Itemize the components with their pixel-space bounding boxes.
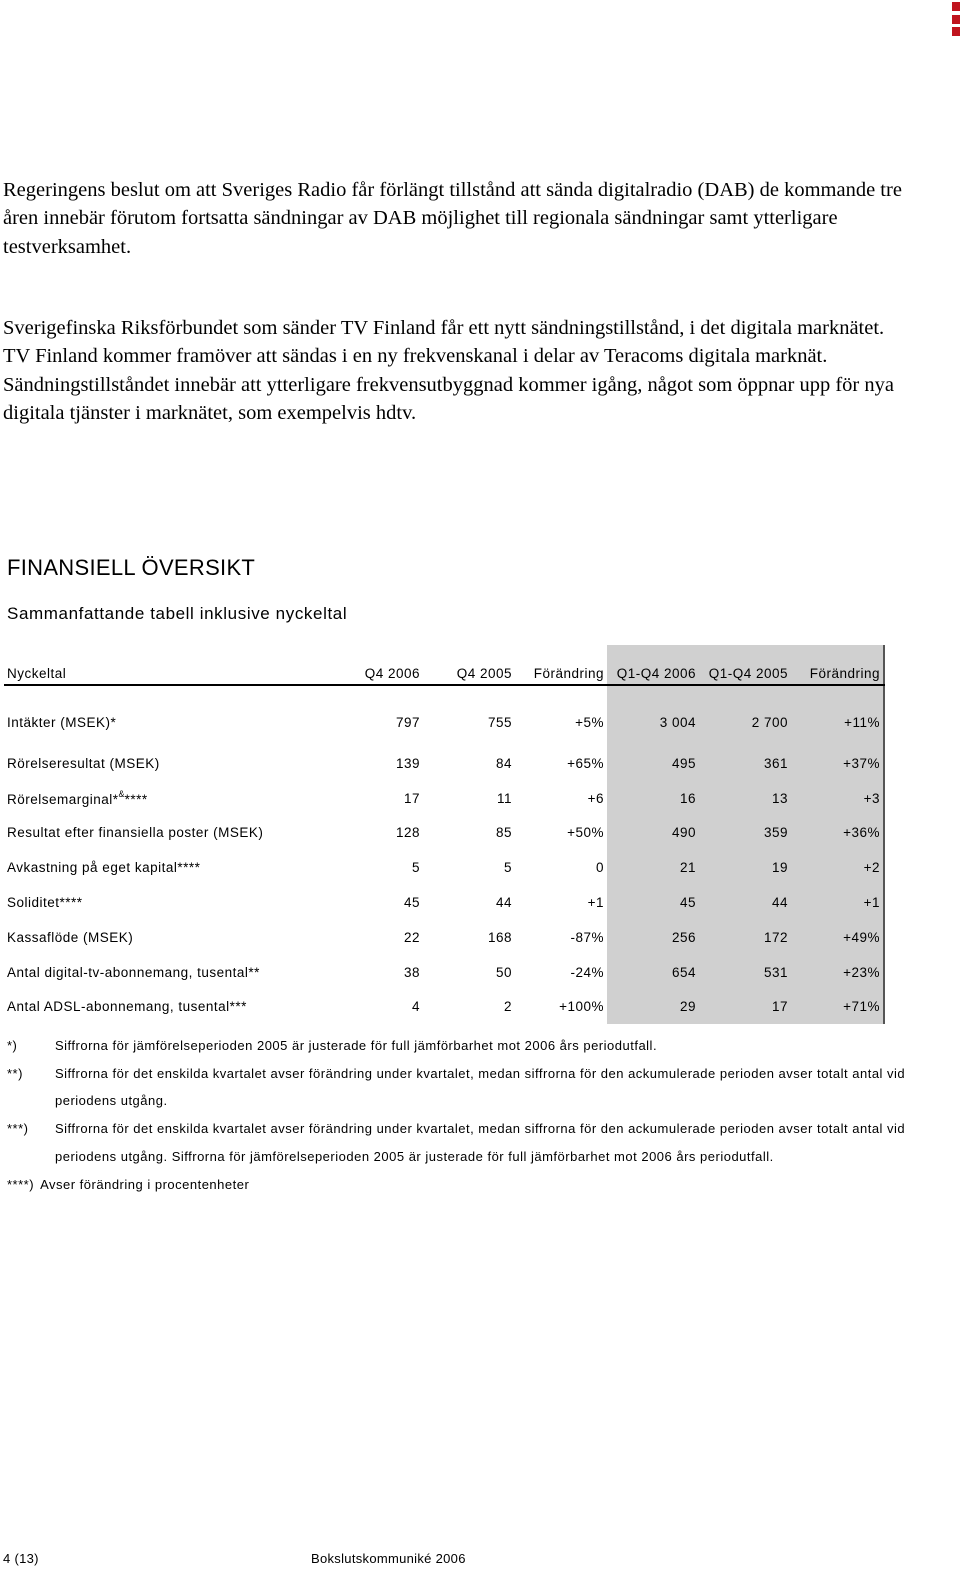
cell-value: 797 xyxy=(395,714,420,730)
cell-value: 755 xyxy=(487,714,512,730)
cell-value: 2 700 xyxy=(699,685,791,746)
cell-value: +1 xyxy=(791,885,884,920)
cell-value: +3 xyxy=(791,781,884,816)
cell-value: 38 xyxy=(403,964,420,980)
cell-value: 361 xyxy=(699,746,791,781)
cell-value: 17 xyxy=(403,790,420,806)
cell-value: 11 xyxy=(496,790,512,806)
table-row xyxy=(4,746,884,781)
cell-value: +100% xyxy=(559,999,604,1015)
cell-value: +23% xyxy=(791,955,884,990)
cell-value: 44 xyxy=(699,885,791,920)
cell-value: 5 xyxy=(503,860,512,876)
footnote-text: Siffrorna för det enskilda kvartalet avser förändring under kvartalet, medan siffrorna för den ackumulerade perioden avser totalt antal vid periodens utgång. xyxy=(55,1065,906,1109)
summary-table xyxy=(4,645,885,1024)
header-q1-q4-2005: Q1-Q4 2005 xyxy=(699,645,791,685)
cell-value: 172 xyxy=(699,920,791,955)
row-label: Antal ADSL-abonnemang, tusental*** xyxy=(7,999,247,1015)
cell-value: 45 xyxy=(607,885,699,920)
footnote xyxy=(7,1032,907,1060)
header-change-year: Förändring xyxy=(791,645,884,685)
row-label xyxy=(4,781,355,816)
cell-value: +36% xyxy=(791,816,884,851)
footnote-text: Avser förändring i procentenheter xyxy=(40,1176,250,1192)
row-label: Avkastning på eget kapital**** xyxy=(7,860,201,876)
cell-value: 2 xyxy=(503,999,512,1015)
cell-value: 128 xyxy=(395,825,420,841)
cell-value: 654 xyxy=(607,955,699,990)
row-label: Intäkter (MSEK)* xyxy=(7,714,117,730)
cell-value: +37% xyxy=(791,746,884,781)
cell-value: 490 xyxy=(607,816,699,851)
cell-value: +5% xyxy=(575,714,604,730)
cell-value: +71% xyxy=(791,990,884,1025)
table-row xyxy=(4,850,884,885)
row-label: Resultat efter finansiella poster (MSEK) xyxy=(7,825,264,841)
table-row xyxy=(4,990,884,1025)
footnote-mark: ****) xyxy=(7,1176,35,1192)
cell-value: 16 xyxy=(607,781,699,816)
page-number: 4 (13) xyxy=(3,1551,39,1566)
table-title: Sammanfattande tabell inklusive nyckeltal xyxy=(7,604,348,623)
cell-value: 44 xyxy=(495,895,512,911)
footnote-mark: *) xyxy=(7,1038,18,1053)
table-row xyxy=(4,816,884,851)
cell-value: 50 xyxy=(495,964,512,980)
footnote xyxy=(7,1060,907,1115)
row-label-text: Rörelsemarginal* xyxy=(7,792,119,808)
table-row xyxy=(4,920,884,955)
footnote xyxy=(7,1171,907,1199)
header-q4-2005: Q4 2005 xyxy=(423,645,515,685)
row-label-suffix: **** xyxy=(124,792,148,808)
header-nyckeltal: Nyckeltal xyxy=(4,645,355,685)
row-label: Soliditet**** xyxy=(7,895,83,911)
cell-value: 139 xyxy=(395,755,420,771)
header-q4-2006: Q4 2006 xyxy=(355,645,423,685)
superscript-symbol: & xyxy=(118,789,125,800)
cell-value: +11% xyxy=(791,685,884,746)
row-label: Rörelseresultat (MSEK) xyxy=(7,755,160,771)
cell-value: 531 xyxy=(699,955,791,990)
cell-value: 45 xyxy=(403,895,420,911)
cell-value: +6 xyxy=(587,790,604,806)
cell-value: 21 xyxy=(607,850,699,885)
footnote-mark: **) xyxy=(7,1065,23,1081)
cell-value: 84 xyxy=(495,755,512,771)
table-row xyxy=(4,955,884,990)
row-label: Kassaflöde (MSEK) xyxy=(7,929,134,945)
footnote-text: Siffrorna för jämförelseperioden 2005 är justerade för full jämförbarhet mot 2006 års periodutfall. xyxy=(55,1038,658,1053)
cell-value: 3 004 xyxy=(607,685,699,746)
cell-value: 495 xyxy=(607,746,699,781)
cell-value: +50% xyxy=(567,825,604,841)
paragraph-dab: Regeringens beslut om att Sveriges Radio får förlängt tillstånd att sända digitalradio (DAB) de kommande tre åren innebär förutom fortsatta sändningar av DAB möjlighet till regionala sändningar samt ytterligare testverksamhet. xyxy=(3,179,902,258)
cell-value: 22 xyxy=(403,929,420,945)
cell-value: +2 xyxy=(791,850,884,885)
cell-value: 0 xyxy=(595,860,604,876)
footnote-mark: ***) xyxy=(7,1121,29,1137)
footnote xyxy=(7,1115,907,1170)
cell-value: 85 xyxy=(495,825,512,841)
table-row xyxy=(4,685,884,746)
cell-value: 29 xyxy=(607,990,699,1025)
table-row xyxy=(4,781,884,816)
footnote-text: Siffrorna för det enskilda kvartalet avser förändring under kvartalet, medan siffrorna för den ackumulerade perioden avser totalt antal vid periodens utgång. Siffrorna för jämförelseperioden 2005 är justerade för full jämförbarhet mot 2006 års periodutfall. xyxy=(55,1121,906,1164)
header-change-quarter: Förändring xyxy=(515,645,607,685)
cell-value: 359 xyxy=(699,816,791,851)
cell-value: +49% xyxy=(791,920,884,955)
section-title: FINANSIELL ÖVERSIKT xyxy=(7,555,256,580)
cell-value: -87% xyxy=(570,929,604,945)
header-q1-q4-2006: Q1-Q4 2006 xyxy=(607,645,699,685)
paragraph-tv-finland: Sverigefinska Riksförbundet som sänder TV Finland får ett nytt sändningstillstånd, i det digitala marknätet. TV Finland kommer framöver att sändas i en ny frekvenskanal i delar av Teracoms digitala marknät. Sändningstillståndet innebär att ytterligare frekvensutbyggnad kommer igång, något som öppnar upp för nya digitala tjänster i marknätet, som exempelvis hdtv. xyxy=(3,317,894,425)
corner-logo-mark xyxy=(952,2,960,36)
cell-value: -24% xyxy=(570,964,604,980)
cell-value: 168 xyxy=(487,929,512,945)
cell-value: +65% xyxy=(567,755,604,771)
cell-value: +1 xyxy=(587,895,604,911)
row-label: Antal digital-tv-abonnemang, tusental** xyxy=(7,964,260,980)
cell-value: 13 xyxy=(699,781,791,816)
document-title: Bokslutskommuniké 2006 xyxy=(311,1551,466,1566)
cell-value: 4 xyxy=(411,999,420,1015)
table-row xyxy=(4,885,884,920)
table-header-row xyxy=(4,645,884,685)
cell-value: 19 xyxy=(699,850,791,885)
footnotes xyxy=(7,1032,907,1198)
cell-value: 5 xyxy=(411,860,420,876)
cell-value: 256 xyxy=(607,920,699,955)
cell-value: 17 xyxy=(699,990,791,1025)
